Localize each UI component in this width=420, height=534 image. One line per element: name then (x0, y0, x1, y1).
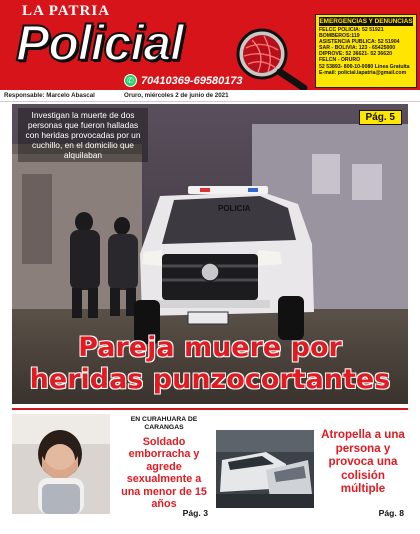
phone-numbers: 70410369-69580173 (141, 74, 243, 87)
story-atropella-photo[interactable] (216, 430, 314, 508)
brand-small-title: LA PATRIA (22, 3, 111, 19)
truck-label: POLICIA (218, 204, 251, 213)
crying-girl-photo (12, 414, 110, 514)
emergency-line: BOMBEROS:119 (319, 33, 360, 40)
story-soldado-title[interactable]: Soldado emborracha y agrede sexualmente a una menor de 15 años (121, 436, 207, 511)
headline-line-2: heridas punzocortantes (29, 364, 391, 395)
story-soldado-page[interactable]: Pág. 3 (182, 508, 208, 518)
magnifier-logo-icon (232, 26, 310, 90)
section-divider (12, 408, 408, 410)
responsable-text: Responsable: Marcelo Abascal (4, 92, 95, 99)
masthead (0, 0, 420, 90)
whatsapp-icon: ✆ (124, 74, 137, 87)
main-photo[interactable] (12, 104, 408, 404)
story-atropella-page[interactable]: Pág. 8 (378, 508, 404, 518)
story-soldado-photo[interactable] (12, 414, 110, 514)
emergency-line: ASISTENCIA PÚBLICA: 52 51904 (319, 39, 400, 46)
emergency-box (315, 14, 417, 88)
headline-line-1: Pareja muere por (78, 332, 342, 363)
info-bar (0, 90, 420, 102)
emergency-line: FELCN - ORURO (319, 57, 361, 64)
emergency-line: 52 53893- 800-10-0080 Línea Gratuita (319, 63, 410, 70)
phone-row (124, 74, 243, 87)
story-soldado[interactable] (12, 414, 212, 522)
brand-logo-title: Policial (16, 15, 184, 71)
story-atropella-title[interactable]: Atropella a una persona y provoca una colisión múltiple (321, 428, 405, 496)
emergency-line: E-mail: policial.lapatria@gmail.com (319, 69, 407, 76)
emergency-line: DIPROVE: 52 36621- 52 36620 (319, 51, 392, 58)
emergency-line: FELCC POLICÍA: 52 51921 (319, 27, 384, 33)
emergency-title: EMERGENCIAS Y DENUNCIAS (319, 18, 413, 25)
story-kicker: EN CURAHUARA DE CARANGAS (130, 416, 198, 431)
lead-paragraph: Investigan la muerte de dos personas que fueron halladas con heridas provocadas por un cuchillo, en el domicilio que alquilaban (18, 108, 148, 162)
issue-date: Oruro, miércoles 2 de junio de 2021 (124, 92, 229, 99)
story-atropella[interactable] (214, 414, 408, 522)
main-page-tag[interactable]: Pág. 5 (359, 110, 402, 125)
main-headline[interactable] (12, 332, 408, 396)
car-collision-photo (216, 430, 314, 508)
emergency-line: SAR - BOLIVIA: 123 - 65425000 (319, 45, 396, 52)
